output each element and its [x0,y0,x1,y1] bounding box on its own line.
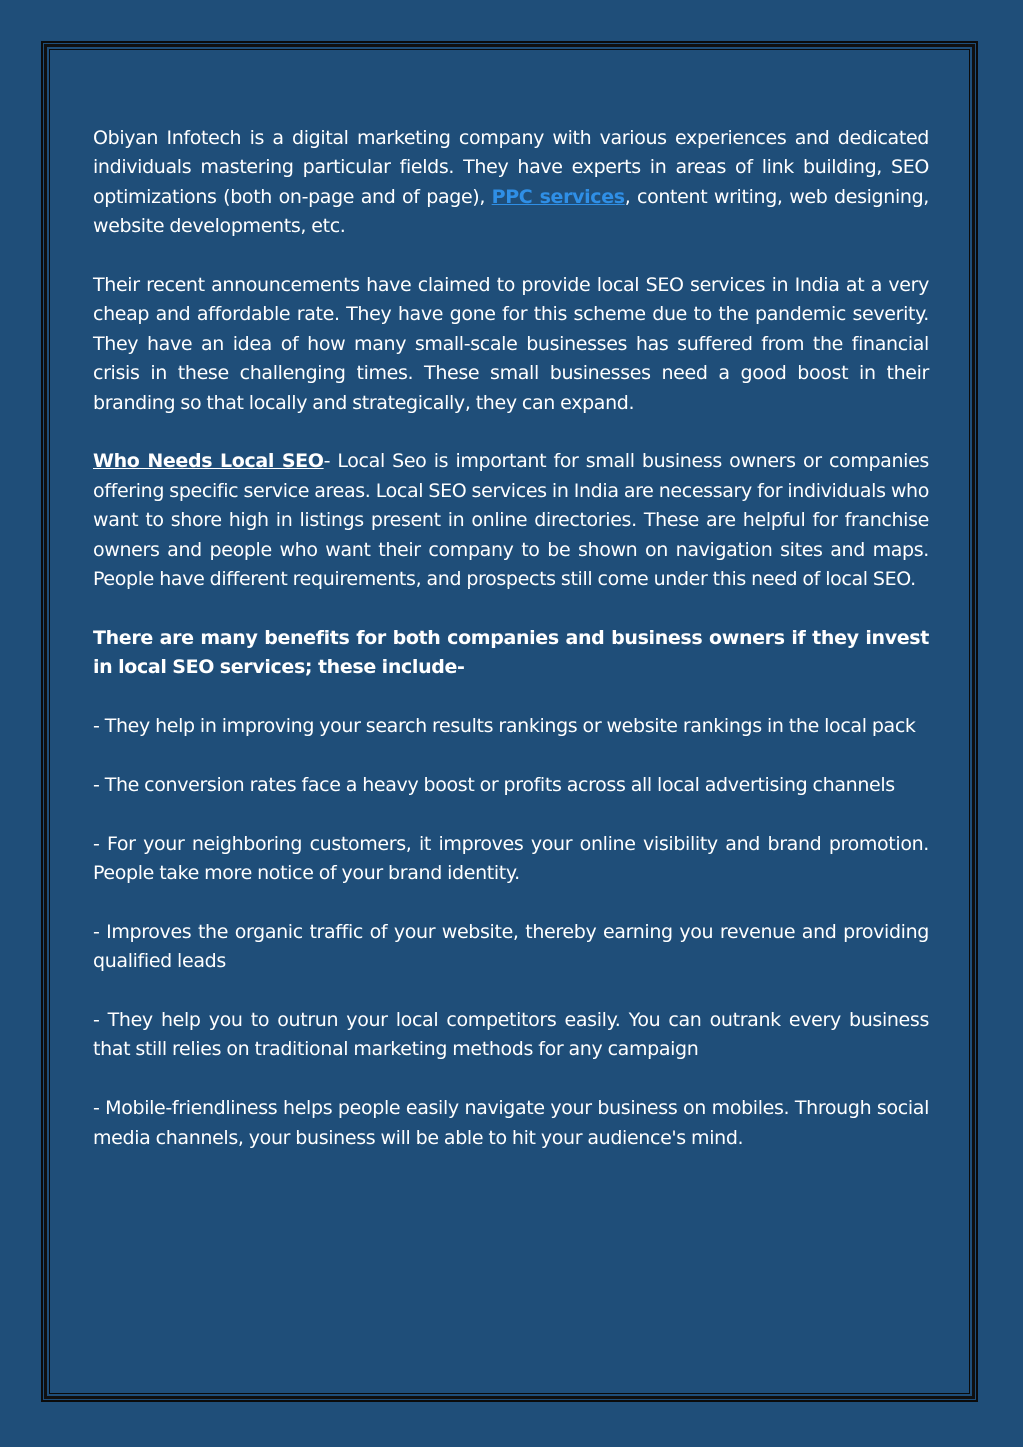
benefit-item: - Mobile-friendliness helps people easily navigate your business on mobiles. Through social media channels, your business will be able to hit your audience's mind. [93,1097,929,1149]
benefit-item: - They help you to outrun your local competitors easily. You can outrank every business that still relies on traditional marketing methods for any campaign [93,1009,929,1061]
benefit-item: - For your neighboring customers, it improves your online visibility and brand promotion. People take more notice of your brand identity. [93,832,929,885]
who-needs-heading: Who Needs Local SEO [93,450,324,473]
benefit-item: - They help in improving your search results rankings or website rankings in the local pack [93,715,916,738]
intro-paragraph [93,124,929,242]
document-body [93,124,929,1153]
benefits-intro: There are many benefits for both companies and business owners if they invest in local SEO services; these include- [93,626,929,679]
ppc-services-link[interactable]: PPC services [491,185,625,208]
who-needs-body: - Local Seo is important for small business owners or companies offering specific service areas. Local SEO services in India are necessary for individuals who want to shore high in listings present in online directories. These are helpful for franchise owners and people who want their company to be shown on navigation sites and maps. People have different requirements, and prospects still come under this need of local SEO. [93,450,929,591]
benefit-item: - The conversion rates face a heavy boost or profits across all local advertising channels [93,773,895,796]
intro-text-start: Obiyan Infotech is a digital marketing company with various experiences and dedicated individuals mastering particular fields. They have experts in areas of link building, SEO optimizations (both on-page and of page), [93,127,929,208]
who-needs-paragraph [93,447,929,594]
benefit-item: - Improves the organic traffic of your website, thereby earning you revenue and providing qualified leads [93,920,929,973]
announcement-paragraph: Their recent announcements have claimed to provide local SEO services in India at a very cheap and affordable rate. They have gone for this scheme due to the pandemic severity. They have an idea of how many small-scale businesses has suffered from the financial crisis in these challenging times. These small businesses need a good boost in their branding so that locally and strategically, they can expand. [93,274,929,414]
intro-text-end: , content writing, web designing, website developments, etc. [93,185,929,238]
